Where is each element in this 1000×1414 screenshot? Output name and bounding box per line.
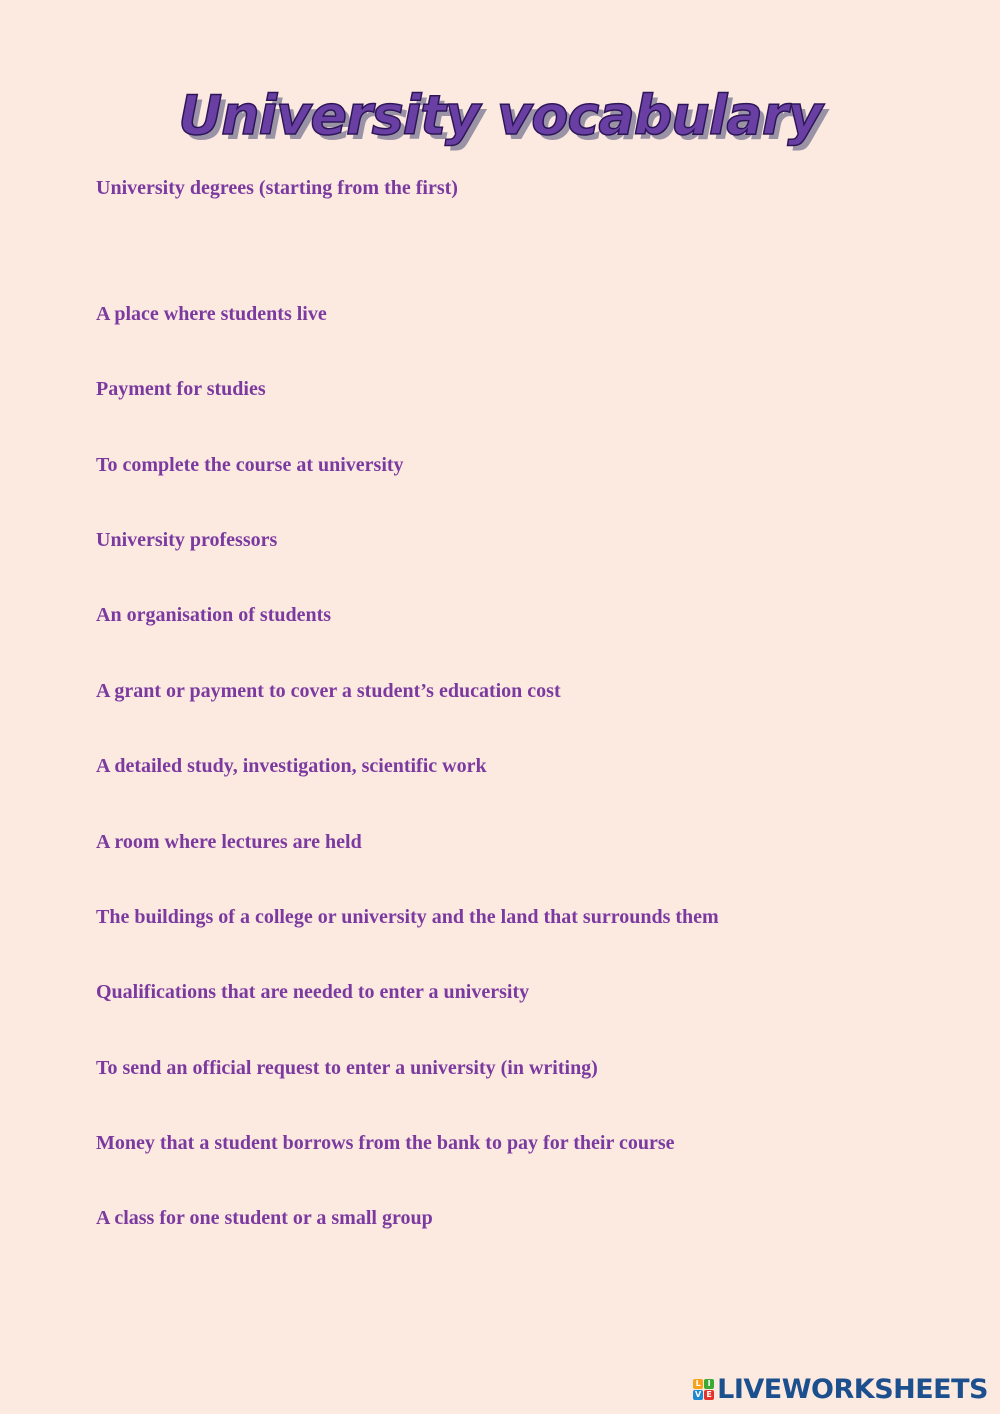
prompt-university-professors: University professors [96, 529, 278, 551]
prompt-campus-buildings: The buildings of a college or university and the land that surrounds them [96, 906, 719, 928]
logo-mark-letter: E [704, 1390, 714, 1400]
prompt-lecture-room: A room where lectures are held [96, 831, 362, 853]
prompt-complete-course: To complete the course at university [96, 454, 404, 476]
logo-mark-letter: L [693, 1379, 703, 1389]
logo-mark-letter: I [704, 1379, 714, 1389]
prompt-place-students-live: A place where students live [96, 303, 327, 325]
prompt-detailed-study: A detailed study, investigation, scientific work [96, 755, 487, 777]
prompt-small-group-class: A class for one student or a small group [96, 1207, 433, 1229]
prompt-entry-qualifications: Qualifications that are needed to enter a university [96, 981, 530, 1003]
prompt-organisation-of-students: An organisation of students [96, 604, 332, 626]
prompt-payment-for-studies: Payment for studies [96, 378, 266, 400]
logo-mark-letter: V [695, 1389, 702, 1399]
prompt-grant-or-payment: A grant or payment to cover a student’s education cost [96, 680, 561, 702]
liveworksheets-logo-text: LIVEWORKSHEETS [717, 1373, 988, 1405]
liveworksheets-logo [693, 1374, 988, 1404]
liveworksheets-logo-icon [693, 1379, 714, 1400]
page-title: University vocabulary [178, 84, 822, 147]
prompt-university-degrees: University degrees (starting from the first) [96, 177, 458, 199]
prompt-student-loan: Money that a student borrows from the bank to pay for their course [96, 1132, 675, 1154]
prompt-official-request: To send an official request to enter a university (in writing) [96, 1057, 598, 1079]
